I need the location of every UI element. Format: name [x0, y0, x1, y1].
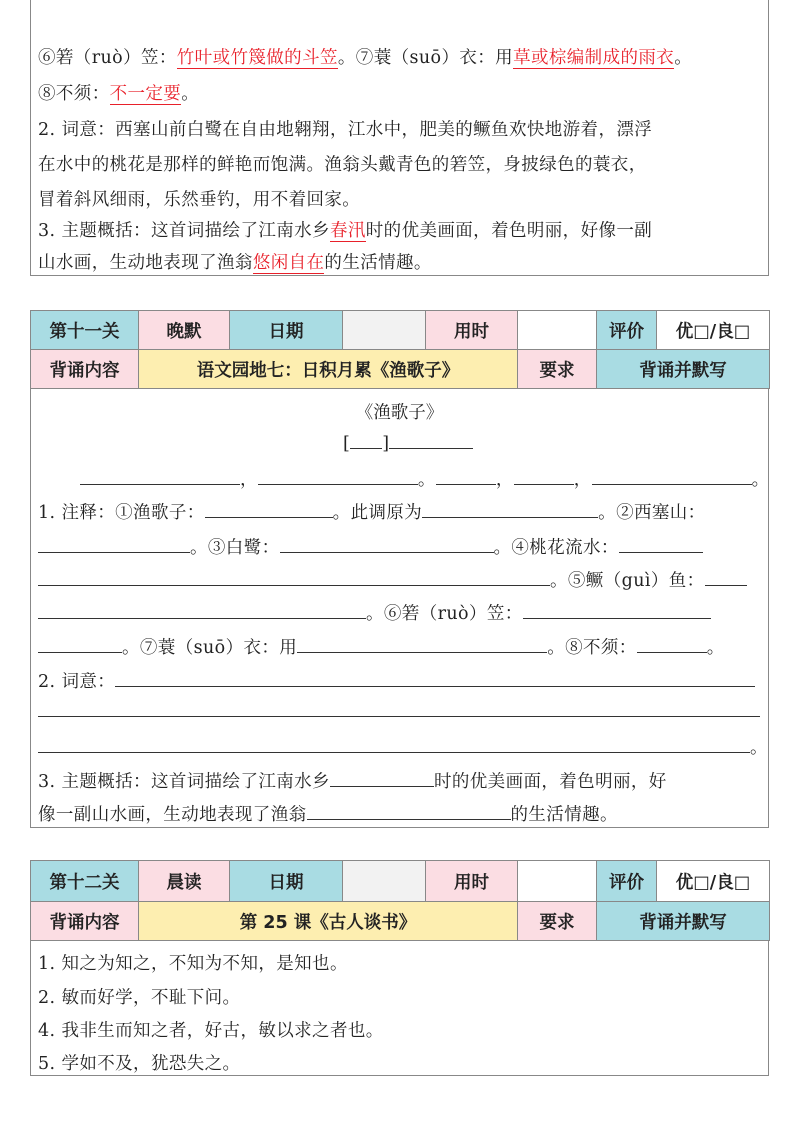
meaning-row-2	[38, 700, 760, 722]
eval-options[interactable]: 优□/良□	[657, 311, 770, 350]
quote-line-4: 5. 学如不及，犹恐失之。	[38, 1054, 241, 1074]
punct: 。	[751, 470, 770, 490]
note-label: 。此调原为	[332, 503, 423, 523]
theme-text: 3. 主题概括：这首词描绘了江南水乡	[38, 772, 330, 792]
poem-blank-5[interactable]	[592, 468, 752, 485]
theme-blank-2[interactable]	[307, 803, 511, 820]
theme-text: 山水画，生动地表现了渔翁	[38, 253, 253, 273]
level11-header	[30, 310, 770, 389]
note-blank-buxu[interactable]	[637, 636, 707, 653]
answer-chunxun: 春汛	[329, 221, 366, 241]
poem-blank-4[interactable]	[514, 468, 574, 485]
note-blank-ruoli[interactable]	[523, 602, 711, 619]
meaning-blank-3[interactable]	[38, 736, 750, 753]
theme-row-1	[38, 768, 667, 793]
requirement-label: 要求	[518, 902, 597, 941]
note-label: 。②西塞山：	[598, 503, 706, 523]
content-label: 背诵内容	[31, 902, 139, 941]
session-label: 晨读	[139, 861, 230, 902]
punct: 。	[706, 638, 725, 658]
punct: 。	[181, 84, 200, 104]
meaning-blank-2[interactable]	[38, 700, 760, 717]
meaning-row-1	[38, 668, 755, 693]
quote-line-2: 2. 敏而好学，不耻下问。	[38, 988, 241, 1008]
punct: ，	[240, 470, 258, 490]
note-blank-bailu[interactable]	[280, 536, 494, 553]
duration-field[interactable]	[518, 311, 597, 350]
note-blank-yugezi[interactable]	[205, 501, 333, 518]
note-label: 。⑦蓑（suō）衣：用	[122, 638, 298, 658]
note-blank-origin[interactable]	[422, 501, 598, 518]
eval-label: 评价	[597, 861, 657, 902]
punct: 。	[417, 470, 436, 490]
requirement-value: 背诵并默写	[597, 350, 770, 389]
duration-field[interactable]	[518, 861, 597, 902]
answer-line-2	[38, 80, 199, 105]
answer-buxu: 不一定要	[109, 84, 182, 104]
requirement-label: 要求	[518, 350, 597, 389]
notes-line-3	[38, 567, 747, 592]
date-label: 日期	[230, 861, 343, 902]
meaning-label: 2. 词意：	[38, 672, 116, 692]
note-label: 。⑧不须：	[547, 638, 637, 658]
eval-options[interactable]: 优□/良□	[657, 861, 770, 902]
punct: 。	[750, 738, 768, 758]
note-label: 。③白鹭：	[190, 538, 280, 558]
date-field[interactable]	[343, 311, 426, 350]
notes-line-4	[38, 600, 711, 625]
author-blank[interactable]	[389, 432, 473, 449]
theme-text: 的生活情趣。	[510, 805, 618, 825]
note-label: ⑧不须：	[38, 84, 110, 104]
answer-youxian: 悠闲自在	[252, 253, 325, 273]
meaning-line-1: 2. 词意：西塞山前白鹭在自由地翱翔，江水中，肥美的鳜鱼欢快地游着，漂浮	[38, 120, 653, 140]
meaning-row-3	[38, 734, 768, 759]
notes-line-2	[38, 534, 703, 559]
duration-label: 用时	[426, 311, 518, 350]
note-label: 。⑤鳜（guì）鱼：	[550, 571, 705, 591]
meaning-line-2: 在水中的桃花是那样的鲜艳而饱满。渔翁头戴青色的箬笠，身披绿色的蓑衣，	[38, 155, 647, 175]
theme-line-1	[38, 217, 652, 242]
theme-row-2	[38, 801, 618, 826]
punct: ，	[495, 470, 514, 490]
theme-text: 时的优美画面，着色明丽，好	[433, 772, 667, 792]
poem-blank-1[interactable]	[80, 468, 240, 485]
poem-title: 《渔歌子》	[355, 403, 444, 423]
content-label: 背诵内容	[31, 350, 139, 389]
note-label: 。⑥箬（ruò）笠：	[366, 604, 523, 624]
note-blank-guiyu[interactable]	[705, 569, 747, 586]
date-label: 日期	[230, 311, 343, 350]
punct: 。	[674, 48, 693, 68]
note-blank-taohua[interactable]	[619, 536, 703, 553]
answer-ruoli: 竹叶或竹篾做的斗笠	[176, 48, 338, 68]
note-label: ⑥箬（ruò）笠：	[38, 48, 177, 68]
poem-blank-3[interactable]	[436, 468, 496, 485]
author-line	[343, 432, 473, 454]
theme-text: 3. 主题概括：这首词描绘了江南水乡	[38, 221, 330, 241]
quote-line-3: 4. 我非生而知之者，好古，敏以求之者也。	[38, 1021, 384, 1041]
theme-text: 时的优美画面，着色明丽，好像一副	[365, 221, 653, 241]
content-value: 第 25 课《古人谈书》	[139, 902, 518, 941]
eval-label: 评价	[597, 311, 657, 350]
quote-line-1: 1. 知之为知之，不知为不知，是知也。	[38, 954, 348, 974]
content-value: 语文园地七：日积月累《渔歌子》	[139, 350, 518, 389]
bracket-open: [	[343, 434, 351, 454]
note-blank-taohua-cont[interactable]	[38, 569, 550, 586]
requirement-value: 背诵并默写	[597, 902, 770, 941]
note-label: 1. 注释：①渔歌子：	[38, 503, 205, 523]
theme-text: 的生活情趣。	[324, 253, 432, 273]
theme-blank-1[interactable]	[330, 770, 434, 787]
note-blank-guiyu-cont[interactable]	[38, 602, 366, 619]
level12-header	[30, 860, 770, 941]
poem-blank-2[interactable]	[258, 468, 418, 485]
answer-suoyi: 草或棕编制成的雨衣	[513, 48, 675, 68]
answer-line-1	[38, 44, 692, 69]
note-blank-xisaishan[interactable]	[38, 536, 190, 553]
note-blank-ruoli-cont[interactable]	[38, 636, 122, 653]
notes-line-1	[38, 499, 706, 524]
note-label: 。④桃花流水：	[493, 538, 619, 558]
level-label: 第十一关	[31, 311, 139, 350]
meaning-line-3: 冒着斜风细雨，乐然垂钓，用不着回家。	[38, 190, 361, 210]
date-field[interactable]	[343, 861, 426, 902]
note-label: 。⑦蓑（suō）衣：用	[337, 48, 514, 68]
session-label: 晚默	[139, 311, 230, 350]
theme-text: 像一副山水画，生动地表现了渔翁	[38, 805, 307, 825]
punct: ，	[573, 470, 592, 490]
theme-line-2	[38, 249, 432, 274]
notes-line-5	[38, 634, 725, 659]
bracket-close: ]	[382, 434, 390, 454]
level-label: 第十二关	[31, 861, 139, 902]
meaning-blank-1[interactable]	[115, 670, 755, 687]
dynasty-blank[interactable]	[350, 432, 382, 449]
poem-lines	[80, 466, 770, 491]
duration-label: 用时	[426, 861, 518, 902]
note-blank-suoyi[interactable]	[297, 636, 547, 653]
